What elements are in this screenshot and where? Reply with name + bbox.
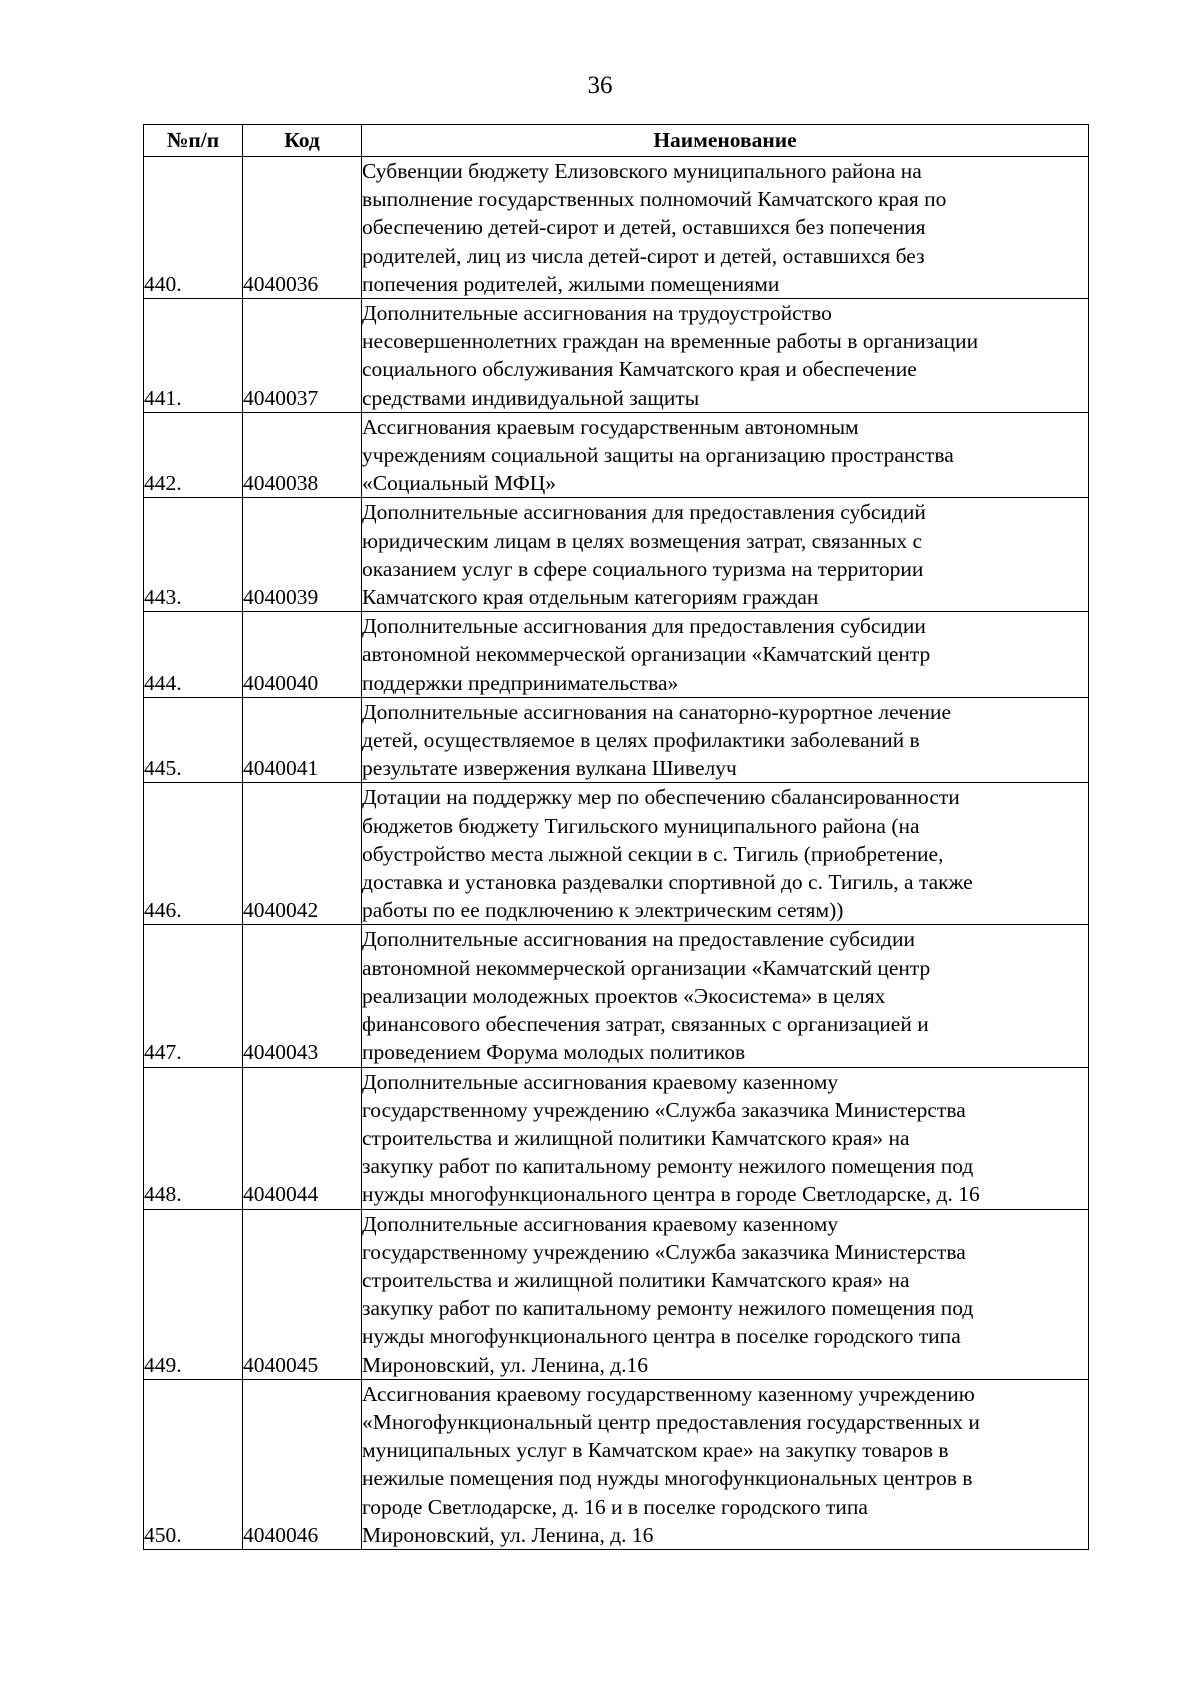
row-name-line: попечения родителей, жилыми помещениями — [362, 271, 780, 296]
row-name-line: Мироновский, ул. Ленина, д.16 — [362, 1352, 649, 1377]
row-code-cell: 4040037 — [243, 299, 362, 413]
row-number-cell: 447. — [144, 925, 243, 1067]
row-number-cell: 441. — [144, 299, 243, 413]
budget-table — [143, 124, 1089, 1550]
row-name-line: Дотации на поддержку мер по обеспечению сбалансированности — [362, 785, 960, 810]
row-name-cell — [362, 925, 1089, 1067]
row-code-cell: 4040044 — [243, 1067, 362, 1209]
row-name-line: финансового обеспечения затрат, связанных с организацией и — [362, 1012, 929, 1037]
row-name-line: выполнение государственных полномочий Камчатского края по — [362, 187, 947, 212]
row-name-line: несовершеннолетних граждан на временные работы в организации — [362, 329, 979, 354]
row-name-line: нежилые помещения под нужды многофункциональных центров в — [362, 1466, 973, 1491]
row-name-cell — [362, 498, 1089, 612]
table-row — [144, 783, 1089, 925]
row-name-line: государственному учреждению «Служба заказчика Министерства — [362, 1239, 966, 1264]
row-name-cell — [362, 783, 1089, 925]
row-name-line: городе Светлодарске, д. 16 и в поселке городского типа — [362, 1494, 868, 1519]
table-row — [144, 1209, 1089, 1379]
row-code-cell: 4040041 — [243, 697, 362, 783]
table-body — [144, 157, 1089, 1550]
row-name-line: Мироновский, ул. Ленина, д. 16 — [362, 1522, 654, 1547]
table-row — [144, 299, 1089, 413]
row-name-cell — [362, 1379, 1089, 1549]
row-name-line: «Социальный МФЦ» — [362, 471, 557, 496]
row-name-line: социального обслуживания Камчатского края и обеспечение — [362, 357, 917, 382]
header-num: №п/п — [144, 125, 243, 157]
row-name-cell — [362, 612, 1089, 698]
table-row — [144, 925, 1089, 1067]
table-header-row — [144, 125, 1089, 157]
row-number-cell: 443. — [144, 498, 243, 612]
row-name-line: государственному учреждению «Служба заказчика Министерства — [362, 1097, 966, 1122]
row-code-cell: 4040045 — [243, 1209, 362, 1379]
row-name-line: строительства и жилищной политики Камчатского края» на — [362, 1267, 910, 1292]
row-number-cell: 446. — [144, 783, 243, 925]
row-name-cell — [362, 412, 1089, 498]
row-name-cell — [362, 1209, 1089, 1379]
row-name-line: строительства и жилищной политики Камчатского края» на — [362, 1125, 910, 1150]
row-name-line: учреждениям социальной защиты на организацию пространства — [362, 443, 954, 468]
row-name-line: бюджетов бюджету Тигильского муниципального района (на — [362, 813, 920, 838]
row-name-line: средствами индивидуальной защиты — [362, 385, 700, 410]
row-name-line: Дополнительные ассигнования для предоставления субсидии — [362, 614, 926, 639]
row-name-line: Ассигнования краевым государственным автономным — [362, 414, 859, 439]
table-row — [144, 1067, 1089, 1209]
row-name-line: Дополнительные ассигнования краевому казенному — [362, 1211, 839, 1236]
row-name-line: проведением Форума молодых политиков — [362, 1040, 746, 1065]
row-name-cell — [362, 157, 1089, 299]
row-name-line: Субвенции бюджету Елизовского муниципального района на — [362, 159, 922, 183]
row-number-cell: 449. — [144, 1209, 243, 1379]
row-number-cell: 440. — [144, 157, 243, 299]
row-name-line: работы по ее подключению к электрическим сетям)) — [362, 898, 844, 923]
row-code-cell: 4040042 — [243, 783, 362, 925]
row-name-line: оказанием услуг в сфере социального туризма на территории — [362, 556, 924, 581]
row-name-line: Дополнительные ассигнования краевому казенному — [362, 1069, 839, 1094]
row-name-line: реализации молодежных проектов «Экосистема» в целях — [362, 983, 886, 1008]
row-name-line: Дополнительные ассигнования на санаторно-курортное лечение — [362, 699, 951, 724]
row-name-line: Дополнительные ассигнования на трудоустройство — [362, 301, 832, 326]
page-number: 36 — [587, 72, 613, 99]
row-number-cell: 450. — [144, 1379, 243, 1549]
table-row — [144, 1379, 1089, 1549]
row-number-cell: 448. — [144, 1067, 243, 1209]
row-code-cell: 4040039 — [243, 498, 362, 612]
row-code-cell: 4040036 — [243, 157, 362, 299]
table-row — [144, 697, 1089, 783]
table-row — [144, 157, 1089, 299]
row-number-cell: 445. — [144, 697, 243, 783]
header-name: Наименование — [362, 125, 1089, 157]
row-name-line: доставка и установка раздевалки спортивной до с. Тигиль, а также — [362, 870, 973, 895]
row-name-line: автономной некоммерческой организации «Камчатский центр — [362, 955, 931, 980]
row-name-line: обеспечению детей-сирот и детей, оставшихся без попечения — [362, 215, 926, 240]
row-number-cell: 442. — [144, 412, 243, 498]
row-name-line: Ассигнования краевому государственному казенному учреждению — [362, 1381, 975, 1406]
row-name-line: родителей, лиц из числа детей-сирот и детей, оставшихся без — [362, 243, 925, 268]
row-name-line: закупку работ по капитальному ремонту нежилого помещения под — [362, 1154, 974, 1179]
row-name-line: поддержки предпринимательства» — [362, 670, 679, 695]
row-number-cell: 444. — [144, 612, 243, 698]
row-name-line: обустройство места лыжной секции в с. Тигиль (приобретение, — [362, 841, 944, 866]
row-name-line: результате извержения вулкана Шивелуч — [362, 756, 737, 781]
row-name-line: «Многофункциональный центр предоставления государственных и — [362, 1409, 980, 1434]
table-row — [144, 498, 1089, 612]
row-name-line: нужды многофункционального центра в городе Светлодарске, д. 16 — [362, 1182, 980, 1207]
row-name-line: закупку работ по капитальному ремонту нежилого помещения под — [362, 1296, 974, 1321]
row-name-line: муниципальных услуг в Камчатском крае» на закупку товаров в — [362, 1438, 949, 1463]
row-name-line: детей, осуществляемое в целях профилактики заболеваний в — [362, 728, 920, 753]
row-name-line: Дополнительные ассигнования для предоставления субсидий — [362, 500, 926, 525]
row-name-cell — [362, 697, 1089, 783]
row-name-line: нужды многофункционального центра в поселке городского типа — [362, 1324, 961, 1349]
row-name-line: автономной некоммерческой организации «Камчатский центр — [362, 642, 931, 667]
row-code-cell: 4040040 — [243, 612, 362, 698]
table-row — [144, 612, 1089, 698]
table-row — [144, 412, 1089, 498]
row-code-cell: 4040043 — [243, 925, 362, 1067]
row-name-line: юридическим лицам в целях возмещения затрат, связанных с — [362, 528, 923, 553]
row-name-cell — [362, 299, 1089, 413]
row-name-cell — [362, 1067, 1089, 1209]
row-code-cell: 4040038 — [243, 412, 362, 498]
row-code-cell: 4040046 — [243, 1379, 362, 1549]
header-code: Код — [243, 125, 362, 157]
row-name-line: Дополнительные ассигнования на предоставление субсидии — [362, 927, 916, 952]
row-name-line: Камчатского края отдельным категориям граждан — [362, 585, 819, 610]
